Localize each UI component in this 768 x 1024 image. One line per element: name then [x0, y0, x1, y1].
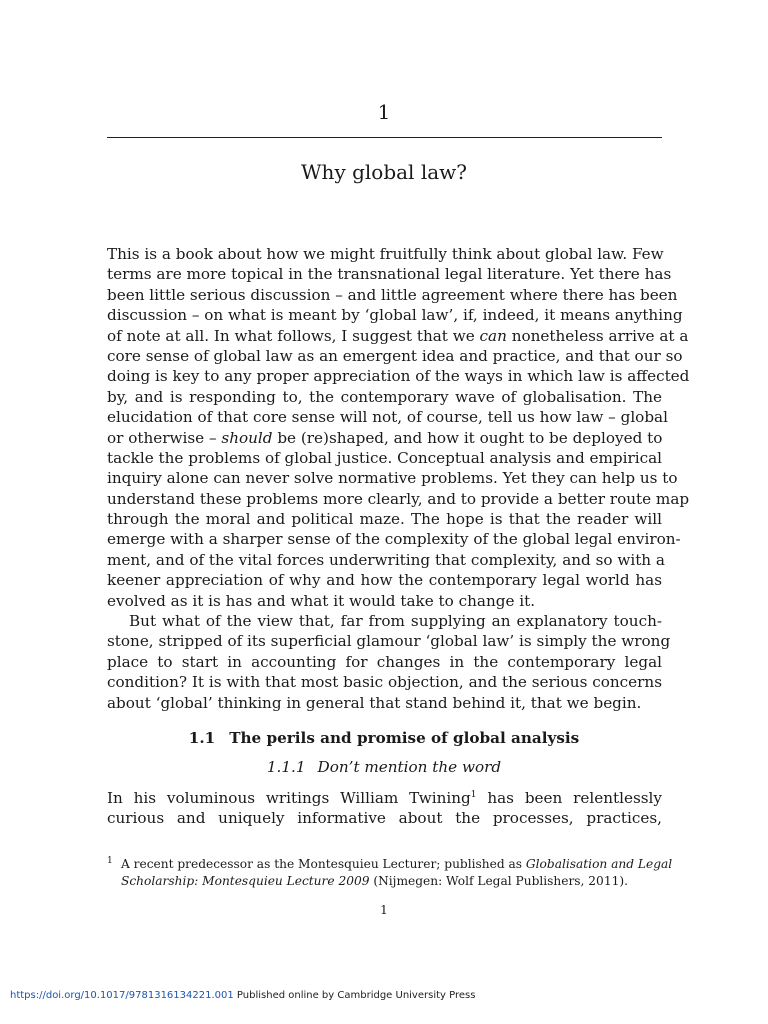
text-line: doing is key to any proper appreciation of the ways in which law is affected: [107, 367, 690, 386]
emphasis-text: should: [221, 428, 273, 447]
emphasis-text: Scholarship: Montesquieu Lecture 2009: [121, 874, 370, 888]
text-line: stone, stripped of its superficial glamour ‘global law’ is simply the wrong: [107, 632, 671, 651]
body-text-section: [107, 788, 662, 829]
section-number: 1.1: [188, 729, 216, 747]
page-number: 1: [380, 903, 388, 917]
text-line: [107, 788, 662, 808]
text-fragment: has been relentlessly: [476, 789, 662, 807]
subsection-heading: [0, 758, 768, 776]
text-fragment: be (re)shaped, and how it ought to be deployed to: [272, 428, 663, 447]
text-fragment: A recent predecessor as the Montesquieu Lecturer; published as: [121, 857, 526, 871]
text-line: keener appreciation of why and how the contemporary legal world has: [107, 571, 662, 590]
text-line: discussion – on what is meant by ‘global law’, if, indeed, it means anything: [107, 306, 683, 325]
publisher-note: Published online by Cambridge University Press: [233, 990, 476, 1001]
text-fragment: In his voluminous writings William Twining: [107, 789, 471, 807]
section-title: The perils and promise of global analysis: [229, 729, 580, 747]
text-line: place to start in accounting for changes in the contemporary legal: [107, 652, 662, 671]
text-line: condition? It is with that most basic objection, and the serious concerns: [107, 673, 662, 692]
text-line: through the moral and political maze. The hope is that the reader will: [107, 510, 662, 529]
text-line: inquiry alone can never solve normative problems. Yet they can help us to: [107, 469, 678, 488]
text-fragment: nonetheless arrive at a: [506, 326, 689, 345]
text-line: emerge with a sharper sense of the complexity of the global legal environ-: [107, 530, 681, 549]
text-line: been little serious discussion – and little agreement where there has been: [107, 285, 678, 304]
body-text-intro: [107, 244, 690, 713]
footnote-line: [107, 873, 662, 890]
text-line: tackle the problems of global justice. Conceptual analysis and empirical: [107, 448, 663, 467]
emphasis-text: can: [479, 326, 507, 345]
emphasis-text: Globalisation and Legal: [525, 857, 673, 871]
text-line: understand these problems more clearly, and to provide a better route map: [107, 489, 690, 508]
text-line: This is a book about how we might fruitfully think about global law. Few: [107, 245, 664, 263]
text-line: curious and uniquely informative about the processes, practices,: [107, 809, 662, 828]
text-line: core sense of global law as an emergent idea and practice, and that our so: [107, 346, 683, 365]
text-line: elucidation of that core sense will not, of course, tell us how law – global: [107, 408, 668, 427]
text-fragment: (Nijmegen: Wolf Legal Publishers, 2011).: [369, 874, 628, 888]
text-line: evolved as it is has and what it would take to change it.: [107, 591, 536, 610]
chapter-title: Why global law?: [301, 160, 467, 184]
chapter-number: 1: [377, 100, 391, 124]
footnote-mark: 1: [107, 856, 113, 866]
section-heading: [0, 729, 768, 747]
subsection-number: 1.1.1: [266, 758, 306, 776]
text-fragment: or otherwise –: [107, 428, 222, 447]
footnote-line: [107, 856, 673, 873]
text-line: by, and is responding to, the contemporary wave of globalisation. The: [107, 387, 662, 406]
text-fragment: of note at all. In what follows, I suggest that we: [107, 326, 480, 345]
doi-link[interactable]: https://doi.org/10.1017/9781316134221.001: [10, 990, 234, 1001]
chapter-rule: [107, 137, 662, 138]
doi-footer: [10, 990, 475, 1001]
text-line: about ‘global’ thinking in general that stand behind it, that we begin.: [107, 693, 642, 712]
text-line: [107, 428, 662, 448]
text-line: terms are more topical in the transnational legal literature. Yet there has: [107, 265, 672, 284]
text-line: But what of the view that, far from supplying an explanatory touch-: [129, 612, 662, 631]
footnote: [107, 856, 673, 890]
text-line: [107, 326, 689, 346]
subsection-title: Don’t mention the word: [317, 758, 502, 776]
footnote-reference[interactable]: 1: [470, 789, 477, 800]
text-line: ment, and of the vital forces underwriting that complexity, and so with a: [107, 550, 665, 569]
